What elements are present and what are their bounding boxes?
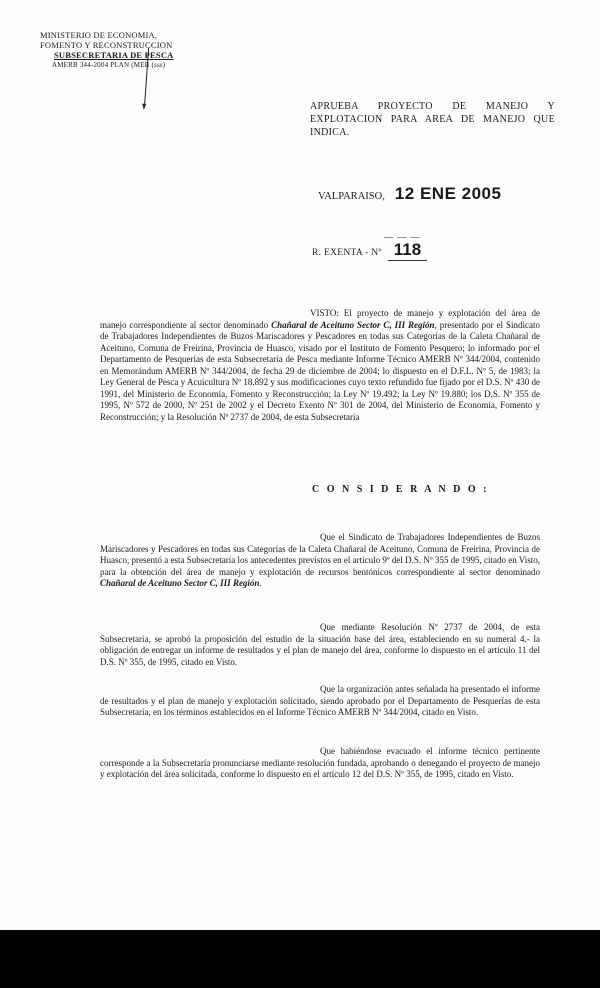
letterhead — [32, 30, 212, 70]
resolution-value: 118 — [388, 240, 427, 261]
considerando-title: C O N S I D E R A N D O : — [312, 484, 489, 495]
visto-text-2: , presentado por el Sindicato de Trabajadores Independientes de Buzos Mariscadores y Pescadores en todas sus Categorías de la Caleta Chañaral de Aceituno, Comuna de Freirina, Provincia de Huasco, visado por el Instituto de Fomento Pesquero; lo informado por el Departamento de Pesquerías de esta Subsecretaría de Pesca mediante Informe Técnico AMERB Nº 344/2004, contenido en Memorándum AMERB Nº 344/2004, de fecha 29 de diciembre de 2004; lo dispuesto en el D.F.L. Nº 5, de 1983; la Ley General de Pesca y Acuicultura Nº 18.892 y sus modificaciones cuyo texto refundido fue fijado por el D.S. Nº 430 de 1991, del Ministerio de Economía, Fomento y Reconstrucción; la Ley Nº 19.492; la Ley Nº 19.880; los D.S. Nº 355 de 1995, Nº 572 de 2000, Nº 251 de 2002 y el Decreto Exento Nº 301 de 2004, del Ministerio de Economía, Fomento y Reconstrucción; y la Resolución Nº 2737 de 2004, de esta Subsecretaría — [100, 319, 540, 422]
considerando-paragraph-3 — [100, 684, 540, 719]
c4-text: Que habiéndose evacuado el informe técnico pertinente corresponde a la Subsecretaría pronunciarse mediante resolución fundada, aprobando o denegando el proyecto de manejo y explotación del área solicitada, conforme lo dispuesto en el artículo 12 del D.S. Nº 355, de 1995, citado en Visto. — [100, 746, 540, 779]
place: VALPARAISO, — [318, 191, 385, 202]
dateline — [318, 184, 501, 204]
subject-heading: APRUEBA PROYECTO DE MANEJO Y EXPLOTACION PARA AREA DE MANEJO QUE INDICA. — [310, 101, 555, 138]
reference-code: AMERB 344-2004 PLAN (MEB (sss) — [52, 61, 166, 69]
resolution-number — [312, 240, 427, 261]
c1-sector: Chañaral de Aceituno Sector C, III Región — [100, 578, 260, 588]
visto-text-1: El proyecto de manejo y explotación del área de manejo correspondiente al sector denominado — [100, 308, 540, 330]
ministry-line-2: FOMENTO Y RECONSTRUCCION — [40, 40, 173, 50]
date-stamp: 12 ENE 2005 — [394, 184, 502, 203]
subsecretary-line: SUBSECRETARIA DE PESCA — [54, 50, 174, 60]
considerando-paragraph-4 — [100, 746, 540, 781]
scan-border — [0, 930, 600, 988]
stamp-dashes: — — — — [384, 232, 421, 242]
c3-text: Que la organización antes señalada ha presentado el informe de resultados y el plan de manejo y explotación solicitado, siendo aprobado por el Departamento de Pesquerías de esta Subsecretaría, en los términos establecidos en el Informe Técnico AMERB Nº 344/2004, citado en Visto. — [100, 684, 540, 717]
considerando-paragraph-2 — [100, 622, 540, 668]
visto-sector: Chañaral de Aceituno Sector C, III Región — [271, 319, 435, 330]
resolution-label: R. EXENTA - Nº — [312, 248, 382, 258]
c2-text: Que mediante Resolución Nº 2737 de 2004, de esta Subsecretaría, se aprobó la proposición del estudio de la situación base del área, estableciendo en su numeral 4.- la obligación de entregar un informe de resultados y el plan de manejo del área, conforme lo dispuesto en el artículo 11 del D.S. Nº 355, de 1995, citado en Visto. — [100, 622, 540, 667]
visto-paragraph — [100, 308, 540, 423]
c1-text-1: Que el Sindicato de Trabajadores Independientes de Buzos Mariscadores y Pescadores en todas sus Categorías de la Caleta Chañaral de Aceituno, Comuna de Freirina, Provincia de Huasco, presentó a esta Subsecretaría los antecedentes previstos en el artículo 9º del D.S. Nº 355 de 1995, citado en Visto, para la obtención del área de manejo y explotación de recursos bentónicos correspondiente al sector denominado — [100, 532, 541, 577]
c1-text-2: . — [259, 578, 262, 588]
visto-lead: VISTO: — [310, 308, 339, 318]
considerando-paragraph-1 — [100, 532, 540, 590]
ministry-line: MINISTERIO DE ECONOMIA, — [40, 30, 158, 40]
